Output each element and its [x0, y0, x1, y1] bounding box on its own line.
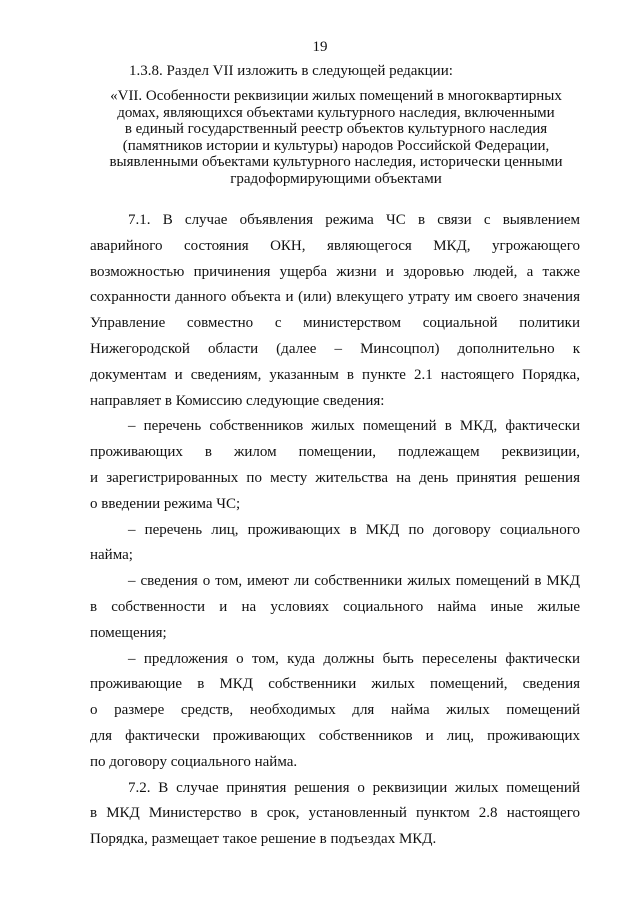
- paragraph-7-1-line: Нижегородской области (далее – Минсоцпол) дополнительно к: [90, 340, 580, 357]
- list-item-tenants-line: найма;: [90, 547, 133, 564]
- paragraph-7-1-line: сохранности данного объекта и (или) влекущего утрату им своего значения: [90, 289, 580, 306]
- paragraph-7-1-line: документам и сведениям, указанным в пункте 2.1 настоящего Порядка,: [90, 366, 580, 383]
- paragraph-7-2-line: в МКД Министерство в срок, установленный пунктом 2.8 настоящего: [90, 805, 580, 822]
- list-item-tenants-line: – перечень лиц, проживающих в МКД по договору социального: [128, 521, 580, 538]
- list-item-other-housing-line: – сведения о том, имеют ли собственники жилых помещений в МКД: [128, 573, 580, 590]
- list-item-other-housing-line: помещения;: [90, 624, 167, 641]
- paragraph-7-1-line: возможностью причинения ущерба жизни и здоровью людей, а также: [90, 263, 580, 280]
- list-item-resettlement-line: для фактически проживающих собственников и лиц, проживающих: [90, 727, 580, 744]
- heading-line: домах, являющихся объектами культурного наследия, включенными: [117, 104, 555, 121]
- heading-line: градоформирующими объектами: [230, 170, 442, 187]
- list-item-resettlement-line: по договору социального найма.: [90, 753, 298, 770]
- body-text: [90, 208, 580, 853]
- paragraph-7-2-line: 7.2. В случае принятия решения о реквизиции жилых помещений: [128, 779, 580, 796]
- paragraph-7-1-line: Управление совместно с министерством социальной политики: [90, 315, 580, 332]
- list-item-resettlement-line: проживающие в МКД собственники жилых помещений, сведения: [90, 676, 580, 693]
- list-item-resettlement-line: – предложения о том, куда должны быть переселены фактически: [128, 650, 580, 667]
- heading-line: (памятников истории и культуры) народов Российской Федерации,: [122, 137, 550, 154]
- list-item-owners-line: – перечень собственников жилых помещений в МКД, фактически: [128, 418, 580, 435]
- paragraph-7-1-line: направляет в Комиссию следующие сведения:: [90, 392, 385, 409]
- list-item-resettlement-line: о размере средств, необходимых для найма жилых помещений: [90, 702, 580, 719]
- amendment-intro: 1.3.8. Раздел VII изложить в следующей редакции:: [129, 63, 453, 79]
- paragraph-7-2-line: Порядка, размещает такое решение в подъездах МКД.: [90, 831, 437, 848]
- heading-line: «VII. Особенности реквизиции жилых помещений в многоквартирных: [110, 88, 562, 104]
- page-number: 19: [312, 39, 328, 55]
- paragraph-7-1-line: 7.1. В случае объявления режима ЧС в связи с выявлением: [128, 212, 580, 228]
- section-heading: [90, 88, 582, 188]
- heading-line: в единый государственный реестр объектов культурного наследия: [124, 121, 548, 138]
- heading-line: выявленными объектами культурного наследия, исторически ценными: [109, 154, 563, 171]
- list-item-owners-line: проживающих в жилом помещении, подлежащем реквизиции,: [90, 444, 580, 461]
- paragraph-7-1-line: аварийного состояния ОКН, являющегося МКД, угрожающего: [90, 237, 580, 254]
- list-item-owners-line: и зарегистрированных по месту жительства на день принятия решения: [90, 469, 580, 486]
- list-item-other-housing-line: в собственности и на условиях социального найма иные жилые: [90, 598, 580, 615]
- list-item-owners-line: о введении режима ЧС;: [90, 495, 241, 512]
